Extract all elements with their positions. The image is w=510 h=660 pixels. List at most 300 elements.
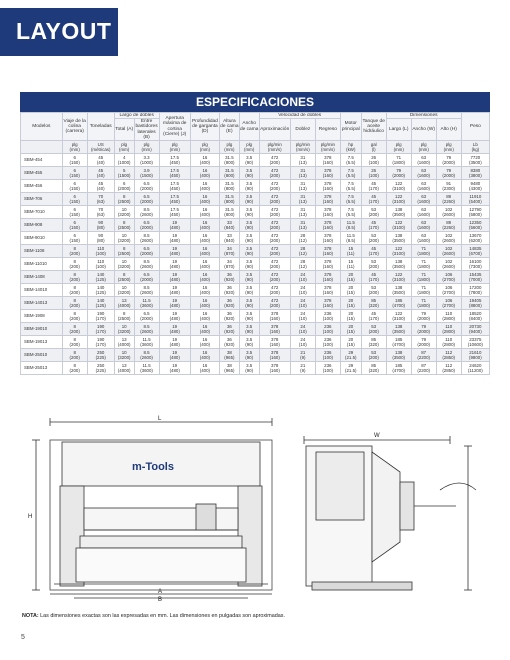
table-cell: 236 (100) bbox=[315, 310, 340, 323]
table-cell: 24 (10) bbox=[290, 310, 315, 323]
table-cell: 378 (160) bbox=[315, 180, 340, 193]
model-cell: SBM-7010 bbox=[21, 206, 63, 219]
table-cell: 13 (4000) bbox=[114, 297, 134, 310]
table-cell: 190 (170) bbox=[87, 336, 114, 349]
table-cell: 10 (3200) bbox=[114, 258, 134, 271]
table-cell: 63 (1600) bbox=[411, 180, 436, 193]
table-cell: 106 (2700) bbox=[436, 284, 461, 297]
table-row bbox=[21, 180, 490, 193]
note-text: Las dimensiones exactas son las expresadas en mm. Las dimensiones en pulgadas son aproximadas. bbox=[38, 613, 285, 619]
table-cell: 190 (170) bbox=[87, 323, 114, 336]
table-cell: 3.5 (90) bbox=[239, 284, 259, 297]
table-cell: 106 (2700) bbox=[436, 271, 461, 284]
table-cell: 8.5 (2600) bbox=[134, 258, 159, 271]
units-cell: plg (mm) bbox=[62, 141, 87, 154]
table-row bbox=[21, 336, 490, 349]
table-cell: 12350 (5600) bbox=[461, 219, 489, 232]
table-cell: 185 (4700) bbox=[386, 362, 411, 375]
model-cell: SBM-25013 bbox=[21, 362, 63, 375]
table-cell: 122 (3100) bbox=[386, 271, 411, 284]
table-cell: 8 (2500) bbox=[114, 271, 134, 284]
table-cell: 16 (400) bbox=[190, 336, 219, 349]
table-cell: 7.5 (5.5) bbox=[340, 180, 361, 193]
table-cell: 6 (150) bbox=[62, 219, 87, 232]
units-cell: plg (mm) bbox=[190, 141, 219, 154]
table-cell: 472 (200) bbox=[259, 271, 290, 284]
table-cell: 11.5 (8.5) bbox=[340, 232, 361, 245]
table-row bbox=[21, 219, 490, 232]
table-cell: 3.5 (90) bbox=[239, 219, 259, 232]
table-cell: 138 (3500) bbox=[386, 284, 411, 297]
table-cell: 28 (12) bbox=[290, 245, 315, 258]
table-cell: 36 (920) bbox=[219, 284, 239, 297]
table-cell: 24620 (11200) bbox=[461, 362, 489, 375]
table-cell: 3.5 (90) bbox=[239, 362, 259, 375]
table-cell: 31.5 (800) bbox=[219, 206, 239, 219]
table-cell: 45 (170) bbox=[361, 180, 386, 193]
units-cell: plg (mm) bbox=[114, 141, 134, 154]
table-cell: 472 (200) bbox=[259, 154, 290, 167]
table-cell: 79 (2000) bbox=[411, 336, 436, 349]
table-cell: 472 (200) bbox=[259, 180, 290, 193]
table-cell: 9480 (4300) bbox=[461, 180, 489, 193]
table-cell: 13 (4000) bbox=[114, 336, 134, 349]
table-cell: 3.5 (90) bbox=[239, 167, 259, 180]
table-cell: 122 (3100) bbox=[386, 219, 411, 232]
table-cell: 16 (400) bbox=[190, 180, 219, 193]
table-cell: 26 (100) bbox=[361, 167, 386, 180]
table-cell: 79 (2000) bbox=[411, 310, 436, 323]
col-regreso: Regreso bbox=[315, 119, 340, 141]
table-row bbox=[21, 284, 490, 297]
table-cell: 45 (40) bbox=[87, 180, 114, 193]
table-cell: 472 (200) bbox=[259, 219, 290, 232]
table-cell: 28 (12) bbox=[290, 232, 315, 245]
table-cell: 53 (200) bbox=[361, 349, 386, 362]
table-cell: 16 (400) bbox=[190, 323, 219, 336]
table-cell: 11.5 (8.5) bbox=[340, 219, 361, 232]
table-cell: 90 (80) bbox=[87, 219, 114, 232]
table-cell: 10 (3200) bbox=[114, 232, 134, 245]
table-cell: 19 (480) bbox=[159, 258, 190, 271]
table-cell: 140 (125) bbox=[87, 284, 114, 297]
table-cell: 90 (80) bbox=[87, 232, 114, 245]
table-cell: 138 (3500) bbox=[386, 258, 411, 271]
table-cell: 106 (2700) bbox=[436, 297, 461, 310]
table-cell: 472 (200) bbox=[259, 245, 290, 258]
col-profundidad: Profundidad de garganta (D) bbox=[190, 113, 219, 141]
table-cell: 71 (1800) bbox=[411, 258, 436, 271]
table-cell: 140 (125) bbox=[87, 297, 114, 310]
table-cell: 17.5 (450) bbox=[159, 154, 190, 167]
table-cell: 31.5 (800) bbox=[219, 167, 239, 180]
table-cell: 19405 (8800) bbox=[461, 297, 489, 310]
table-cell: 236 (100) bbox=[315, 323, 340, 336]
table-cell: 13 (4000) bbox=[114, 362, 134, 375]
table-cell: 24 (10) bbox=[290, 336, 315, 349]
table-cell: 3.5 (90) bbox=[239, 154, 259, 167]
table-cell: 15 (11) bbox=[340, 245, 361, 258]
table-cell: 7.5 (5.5) bbox=[340, 154, 361, 167]
table-cell: 16 (400) bbox=[190, 258, 219, 271]
table-cell: 19 (480) bbox=[159, 284, 190, 297]
table-cell: 29 (21.5) bbox=[340, 362, 361, 375]
table-cell: 122 (3100) bbox=[386, 310, 411, 323]
table-cell: 16 (400) bbox=[190, 310, 219, 323]
table-cell: 8380 (3800) bbox=[461, 167, 489, 180]
table-row bbox=[21, 297, 490, 310]
table-cell: 8 (2500) bbox=[114, 193, 134, 206]
table-cell: 26 (100) bbox=[361, 154, 386, 167]
table-cell: 16 (400) bbox=[190, 284, 219, 297]
table-cell: 33 (840) bbox=[219, 232, 239, 245]
table-cell: 31 (13) bbox=[290, 180, 315, 193]
table-cell: 236 (100) bbox=[315, 362, 340, 375]
table-cell: 87 (2200) bbox=[411, 362, 436, 375]
table-cell: 6.5 (2000) bbox=[134, 193, 159, 206]
table-row bbox=[21, 245, 490, 258]
table-cell: 8 (200) bbox=[62, 271, 87, 284]
table-cell: 110 (2800) bbox=[436, 310, 461, 323]
table-cell: 45 (40) bbox=[87, 154, 114, 167]
table-cell: 3.5 (90) bbox=[239, 297, 259, 310]
table-cell: 36 (920) bbox=[219, 336, 239, 349]
table-cell: 378 (160) bbox=[259, 323, 290, 336]
table-cell: 31 (13) bbox=[290, 167, 315, 180]
units-row bbox=[21, 141, 490, 154]
table-cell: 63 (1600) bbox=[411, 232, 436, 245]
table-cell: 63 (1600) bbox=[411, 167, 436, 180]
table-cell: 472 (200) bbox=[259, 206, 290, 219]
table-cell: 378 (160) bbox=[259, 336, 290, 349]
units-cell: plg/min (mm/s) bbox=[259, 141, 290, 154]
table-cell: 79 (2000) bbox=[411, 323, 436, 336]
table-cell: 185 (4700) bbox=[386, 297, 411, 310]
table-cell: 16 (400) bbox=[190, 206, 219, 219]
table-cell: 71 (1800) bbox=[411, 271, 436, 284]
table-cell: 378 (160) bbox=[315, 297, 340, 310]
col-peso: Peso bbox=[461, 113, 489, 141]
table-row bbox=[21, 362, 490, 375]
table-cell: 6 (150) bbox=[62, 232, 87, 245]
table-row bbox=[21, 323, 490, 336]
model-cell: SBM-454 bbox=[21, 154, 63, 167]
table-cell: 8.5 (2600) bbox=[134, 349, 159, 362]
col-modelos: Modelos bbox=[21, 113, 63, 141]
table-cell: 31 (13) bbox=[290, 206, 315, 219]
page-number: 5 bbox=[21, 634, 25, 641]
col-entre: Entre bastidores laterales (B) bbox=[135, 119, 158, 140]
table-cell: 472 (200) bbox=[259, 284, 290, 297]
table-cell: 6.5 (2000) bbox=[134, 219, 159, 232]
table-cell: 19 (480) bbox=[159, 362, 190, 375]
table-cell: 20 (15) bbox=[340, 323, 361, 336]
table-cell: 102 (2600) bbox=[436, 245, 461, 258]
col-dim-ancho: Ancho (W) bbox=[411, 119, 436, 141]
table-cell: 250 (225) bbox=[87, 362, 114, 375]
table-cell: 24 (10) bbox=[290, 323, 315, 336]
table-cell: 79 (2000) bbox=[436, 154, 461, 167]
table-cell: 8 (2500) bbox=[114, 219, 134, 232]
table-cell: 8 (200) bbox=[62, 284, 87, 297]
table-cell: 11.5 (3600) bbox=[134, 297, 159, 310]
table-cell: 138 (3500) bbox=[386, 323, 411, 336]
table-cell: 378 (160) bbox=[315, 154, 340, 167]
table-cell: 17.5 (450) bbox=[159, 193, 190, 206]
table-row bbox=[21, 193, 490, 206]
table-cell: 8 (200) bbox=[62, 245, 87, 258]
table-cell: 89 (2260) bbox=[436, 193, 461, 206]
table-cell: 10 (3200) bbox=[114, 206, 134, 219]
table-row bbox=[21, 258, 490, 271]
table-cell: 112 (2850) bbox=[436, 362, 461, 375]
table-cell: 110 (100) bbox=[87, 245, 114, 258]
table-cell: 8.5 (2600) bbox=[134, 232, 159, 245]
units-cell: hp (kW) bbox=[340, 141, 361, 154]
units-cell: plg (mm) bbox=[436, 141, 461, 154]
table-cell: 20 (15) bbox=[340, 310, 361, 323]
table-cell: 10 (3200) bbox=[114, 323, 134, 336]
table-cell: 378 (160) bbox=[315, 193, 340, 206]
table-cell: 472 (200) bbox=[259, 258, 290, 271]
units-cell: Lb (kg) bbox=[461, 141, 489, 154]
table-cell: 5 (1500) bbox=[114, 167, 134, 180]
table-cell: 20730 (9400) bbox=[461, 323, 489, 336]
table-cell: 15435 (7000) bbox=[461, 271, 489, 284]
table-cell: 14835 (6700) bbox=[461, 245, 489, 258]
table-row bbox=[21, 349, 490, 362]
table-cell: 3.5 (90) bbox=[239, 271, 259, 284]
table-cell: 6 (150) bbox=[62, 154, 87, 167]
table-cell: 110 (2800) bbox=[436, 323, 461, 336]
table-cell: 15 (11) bbox=[340, 258, 361, 271]
dim-label-l: L bbox=[158, 416, 162, 422]
table-cell: 31.5 (800) bbox=[219, 193, 239, 206]
table-cell: 19 (480) bbox=[159, 219, 190, 232]
col-aproximacion: Aproximación bbox=[259, 119, 290, 141]
page-header bbox=[0, 0, 510, 64]
table-cell: 89 (2260) bbox=[436, 219, 461, 232]
table-cell: 472 (200) bbox=[259, 297, 290, 310]
table-cell: 6.5 (2000) bbox=[134, 245, 159, 258]
table-cell: 378 (160) bbox=[315, 167, 340, 180]
table-cell: 31.5 (800) bbox=[219, 180, 239, 193]
table-cell: 79 (2000) bbox=[436, 167, 461, 180]
units-cell: plg/min (mm/s) bbox=[290, 141, 315, 154]
table-cell: 20 (15) bbox=[340, 271, 361, 284]
table-cell: 8 (200) bbox=[62, 258, 87, 271]
table-cell: 8 (200) bbox=[62, 349, 87, 362]
col-dim-largo: Largo (L) bbox=[386, 119, 411, 141]
table-cell: 472 (200) bbox=[259, 167, 290, 180]
table-cell: 16 (400) bbox=[190, 245, 219, 258]
model-cell: SBM-25010 bbox=[21, 349, 63, 362]
table-cell: 16 (400) bbox=[190, 297, 219, 310]
table-cell: 6.5 (2000) bbox=[134, 180, 159, 193]
table-cell: 45 (170) bbox=[361, 193, 386, 206]
table-cell: 102 (2600) bbox=[436, 232, 461, 245]
table-cell: 8 (200) bbox=[62, 310, 87, 323]
table-cell: 11.5 (3600) bbox=[134, 362, 159, 375]
table-cell: 85 (320) bbox=[361, 362, 386, 375]
table-cell: 70 (63) bbox=[87, 206, 114, 219]
table-cell: 10 (3200) bbox=[114, 349, 134, 362]
table-cell: 11910 (5400) bbox=[461, 193, 489, 206]
table-cell: 45 (170) bbox=[361, 310, 386, 323]
col-motor: Motor principal bbox=[340, 113, 361, 141]
table-row bbox=[21, 232, 490, 245]
table-cell: 378 (160) bbox=[315, 219, 340, 232]
model-cell: SBM-1408 bbox=[21, 271, 63, 284]
table-cell: 8 (200) bbox=[62, 336, 87, 349]
table-cell: 138 (3500) bbox=[386, 206, 411, 219]
note-label: NOTA: bbox=[22, 613, 39, 619]
table-cell: 24 (10) bbox=[290, 297, 315, 310]
table-cell: 36 (920) bbox=[219, 323, 239, 336]
table-cell: 16 (400) bbox=[190, 193, 219, 206]
table-cell: 6 (150) bbox=[62, 193, 87, 206]
table-cell: 63 (1600) bbox=[411, 193, 436, 206]
table-cell: 45 (170) bbox=[361, 271, 386, 284]
table-cell: 7.5 (5.5) bbox=[340, 193, 361, 206]
table-cell: 3.5 (90) bbox=[239, 232, 259, 245]
specs-table bbox=[20, 112, 490, 375]
table-cell: 110 (2800) bbox=[436, 336, 461, 349]
table-cell: 34 (870) bbox=[219, 245, 239, 258]
drawing-brand-logo: m-Tools bbox=[132, 461, 174, 473]
units-cell: plg (mm) bbox=[411, 141, 436, 154]
col-tanque: Tanque de aceite hidráulico bbox=[361, 113, 386, 141]
table-row bbox=[21, 310, 490, 323]
table-cell: 91 (2300) bbox=[436, 180, 461, 193]
table-cell: 38 (965) bbox=[219, 362, 239, 375]
table-cell: 250 (225) bbox=[87, 349, 114, 362]
table-cell: 31 (13) bbox=[290, 154, 315, 167]
table-cell: 20 (15) bbox=[340, 284, 361, 297]
table-cell: 3.5 (90) bbox=[239, 206, 259, 219]
table-cell: 79 (2000) bbox=[386, 167, 411, 180]
col-doblez: Doblez bbox=[290, 119, 315, 141]
table-cell: 6.5 (2000) bbox=[134, 310, 159, 323]
model-cell: SBM-14013 bbox=[21, 297, 63, 310]
col-apertura: Apertura máxima de cortina (Cierre) (J) bbox=[159, 113, 190, 141]
table-cell: 45 (170) bbox=[361, 245, 386, 258]
table-row bbox=[21, 206, 490, 219]
table-cell: 112 (2850) bbox=[436, 349, 461, 362]
table-cell: 16 (400) bbox=[190, 167, 219, 180]
specs-title: ESPECIFICACIONES bbox=[20, 92, 490, 112]
machine-drawing bbox=[20, 412, 490, 602]
table-cell: 378 (160) bbox=[259, 349, 290, 362]
page-title: LAYOUT bbox=[16, 18, 112, 44]
col-velocidad: Velocidad de dobles bbox=[259, 113, 340, 119]
table-cell: 20 (15) bbox=[340, 297, 361, 310]
table-cell: 23375 (10600) bbox=[461, 336, 489, 349]
table-cell: 6 (150) bbox=[62, 180, 87, 193]
units-cell: plg (mm) bbox=[219, 141, 239, 154]
table-cell: 122 (3100) bbox=[386, 245, 411, 258]
table-cell: 6 (150) bbox=[62, 206, 87, 219]
units-cell: plg/min (mm/s) bbox=[315, 141, 340, 154]
table-cell: 102 (2600) bbox=[436, 206, 461, 219]
table-cell: 63 (1600) bbox=[411, 154, 436, 167]
col-dim-alto: Alto (H) bbox=[436, 119, 461, 141]
table-cell: 138 (3500) bbox=[386, 232, 411, 245]
model-cell: SBM-1108 bbox=[21, 245, 63, 258]
model-cell: SBM-456 bbox=[21, 180, 63, 193]
table-cell: 3.3 (1000) bbox=[134, 154, 159, 167]
table-cell: 17.5 (450) bbox=[159, 180, 190, 193]
table-cell: 16 (400) bbox=[190, 349, 219, 362]
table-cell: 19 (480) bbox=[159, 245, 190, 258]
table-cell: 378 (160) bbox=[315, 258, 340, 271]
table-cell: 21 (9) bbox=[290, 349, 315, 362]
table-cell: 31.5 (800) bbox=[219, 154, 239, 167]
table-cell: 71 (1800) bbox=[411, 297, 436, 310]
table-cell: 4 (1000) bbox=[114, 154, 134, 167]
table-cell: 3.5 (90) bbox=[239, 193, 259, 206]
table-cell: 7720 (3500) bbox=[461, 154, 489, 167]
units-cell bbox=[21, 141, 63, 154]
table-cell: 16 (400) bbox=[190, 219, 219, 232]
table-cell: 38 (965) bbox=[219, 349, 239, 362]
table-cell: 16 (400) bbox=[190, 271, 219, 284]
table-cell: 20 (15) bbox=[340, 336, 361, 349]
units-cell: plg (mm) bbox=[134, 141, 159, 154]
table-cell: 378 (160) bbox=[259, 310, 290, 323]
model-cell: SBM-19010 bbox=[21, 323, 63, 336]
table-cell: 36 (920) bbox=[219, 271, 239, 284]
table-cell: 87 (2200) bbox=[411, 349, 436, 362]
table-cell: 53 (200) bbox=[361, 206, 386, 219]
table-cell: 8.5 (2600) bbox=[134, 284, 159, 297]
table-cell: 71 (1800) bbox=[411, 245, 436, 258]
table-cell: 3.5 (90) bbox=[239, 258, 259, 271]
col-altura: Altura de cama (E) bbox=[219, 113, 239, 141]
col-viaje: Viaje de la colina (carrera) bbox=[62, 113, 87, 141]
table-cell: 34 (870) bbox=[219, 258, 239, 271]
table-cell: 63 (1600) bbox=[411, 219, 436, 232]
table-cell: 7.5 (5.5) bbox=[340, 167, 361, 180]
table-row bbox=[21, 154, 490, 167]
table-cell: 33 (840) bbox=[219, 219, 239, 232]
table-cell: 29 (21.5) bbox=[340, 349, 361, 362]
table-cell: 378 (160) bbox=[315, 206, 340, 219]
table-cell: 122 (3100) bbox=[386, 180, 411, 193]
table-cell: 85 (320) bbox=[361, 336, 386, 349]
table-cell: 71 (1800) bbox=[411, 284, 436, 297]
table-cell: 16100 (7300) bbox=[461, 258, 489, 271]
table-cell: 8.5 (2600) bbox=[134, 323, 159, 336]
table-cell: 31 (13) bbox=[290, 193, 315, 206]
table-cell: 53 (200) bbox=[361, 284, 386, 297]
col-dimensiones: Dimensiones bbox=[386, 113, 461, 119]
units-cell: plg (mm) bbox=[239, 141, 259, 154]
table-cell: 472 (200) bbox=[259, 232, 290, 245]
table-cell: 24 (10) bbox=[290, 271, 315, 284]
table-cell: 17200 (7800) bbox=[461, 284, 489, 297]
table-cell: 13670 (6200) bbox=[461, 232, 489, 245]
model-cell: SBM-11010 bbox=[21, 258, 63, 271]
table-cell: 140 (125) bbox=[87, 271, 114, 284]
table-cell: 21610 (9800) bbox=[461, 349, 489, 362]
table-cell: 7.5 (5.5) bbox=[340, 206, 361, 219]
model-cell: SBM-14010 bbox=[21, 284, 63, 297]
table-cell: 45 (40) bbox=[87, 167, 114, 180]
model-cell: SBM-9010 bbox=[21, 232, 63, 245]
table-cell: 21 (9) bbox=[290, 362, 315, 375]
units-cell: US (métricas) bbox=[87, 141, 114, 154]
